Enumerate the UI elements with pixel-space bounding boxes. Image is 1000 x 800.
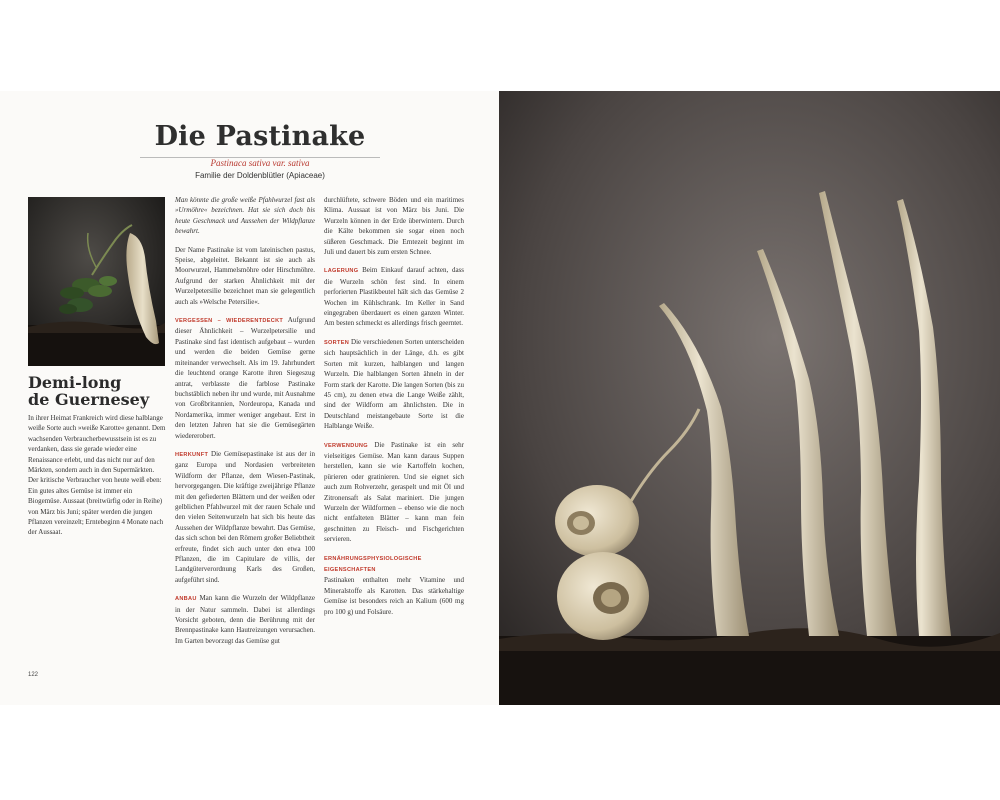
variety-description: In ihrer Heimat Frankreich wird diese halblange weiße Sorte auch »weiße Karotte« genannt. Dem wachsenden Verbraucherbewusstsein ist es zu verdanken, dass sie gerade wieder eine Renaissance erlebt, und das nicht nur auf den Märkten, sondern auch in den Supermärkten. Der kritische Verbraucher von heute weiß eben: Ein gutes altes Gemüse ist immer ein Biogemüse. Aussaat (breitwürfig oder in Reihe) von März bis Juni; später werden die jungen Pflanzen vereinzelt; Erntebeginn 4 Monate nach der Aussaat. — [28, 414, 166, 537]
section-storage — [324, 265, 464, 328]
section-label: LAGERUNG — [324, 268, 359, 275]
section-text: Die Pastinake ist ein sehr vielseitiges Gemüse. Man kann daraus Suppen herstellen, kann sie wie Kartoffeln kochen, pürieren oder gratinieren. Und sie eignet sich auch zum Rohverzehr, geraspelt und mit Öl und Zitronensaft als Salat mariniert. Die jungen Wurzeln der Wildformen – ebenso wie die noch nicht entfalteten Blätter – kann man fein geschnitten zu Fleisch- und Fischgerichten servieren. — [324, 440, 465, 544]
section-forgotten — [175, 315, 315, 441]
section-label: ANBAU — [175, 596, 197, 603]
section-text: Man kann die Wurzeln der Wildpflanze in der Natur sammeln. Dabei ist allerdings Vorsicht geboten, denn die Berührung mit der Brennpastinake kann Hautreizungen verursachen. Im Garten bevorzugt das Gemüse gut — [175, 594, 315, 645]
section-label: HERKUNFT — [175, 451, 209, 458]
variety-title-line1: Demi-long — [28, 373, 122, 392]
variety-title-line2: de Guernesey — [28, 390, 150, 409]
name-paragraph: Der Name Pastinake ist vom lateinischen pastus, Speise, abgeleitet. Bekannt ist sie auch als Moorwurzel, Hammelsmöhre oder Hirschmöhre. Aufgrund der starken Ähnlichkeit mit der Wurzelpetersilie bezeichnet man sie gelegentlich auch als »Welsche Petersilie«. — [175, 245, 315, 306]
text-column-1 — [175, 195, 315, 654]
section-text: Beim Einkauf darauf achten, dass die Wurzeln schön fest sind. In einem perforierten Plastikbeutel hält sich das Gemüse 2 Wochen im Kühlschrank. Im Keller in Sand eingegraben überdauert es einen ganzen Winter. Am besten schmeckt es allerdings frisch geerntet. — [324, 266, 465, 328]
text-column-2 — [324, 195, 464, 625]
plant-family: Familie der Doldenblütler (Apiaceae) — [195, 171, 325, 180]
section-label: VERWENDUNG — [324, 442, 368, 449]
section-usage — [324, 440, 464, 545]
page-number: 122 — [28, 672, 39, 678]
continued-paragraph: durchlüftete, schwere Böden und ein maritimes Klima. Aussaat ist von März bis Juni. Die Wurzeln können in der Erde überwintern. Durch die Kälte bekommen sie sogar einen noch süßeren Geschmack. Die Erntezeit beginnt im Juli und dauert bis zum ersten Schnee. — [324, 196, 464, 257]
section-text: Die verschiedenen Sorten unterscheiden sich hauptsächlich in der Länge, d.h. es gibt Sorten mit kurzen, halblangen und langen Wurzeln. Die halblangen Sorten ähneln in der Form stark der Karotte. Die langen Sorten (bis zu 45 cm), zu denen etwa die Lange Weiße zählt, sind der Wildform am ähnlichsten. Die in Deutschland meistangebaute Sorte ist die Halblange Weiße. — [324, 337, 465, 431]
section-varieties — [324, 337, 464, 432]
book-spread — [0, 91, 1000, 705]
parsnip-photo — [499, 91, 1000, 705]
left-page — [0, 91, 499, 705]
section-origin — [175, 449, 315, 585]
section-text: Aufgrund dieser Ähnlichkeit – Wurzelpetersilie und Pastinake sind fast identisch aufgebaut – wurden und werden die beiden Gemüse gerne miteinander verwechselt. Als im 19. Jahrhundert die leuchtend orange Karotte ihren Siegeszug antrat, verblasste die farblose Pastinake buchstäblich neben ihr und wurde, mit Ausnahme von Großbritannien, Nordeuropa, Kanada und Nordamerika, immer weniger angebaut. Erst in den letzten Jahren hat sie die Gemüsegärten wiedererobert. — [175, 316, 315, 440]
section-nutrition — [324, 553, 464, 617]
section-text: Pastinaken enthalten mehr Vitamine und Mineralstoffe als Karotten. Das stärkehaltige Gemüse ist besonders reich an Kalium (600 mg pro 100 g) und Folsäure. — [324, 576, 464, 616]
variety-photo — [28, 197, 165, 366]
page-title: Die Pastinake — [154, 121, 366, 152]
section-label: VERGESSEN – WIEDERENTDECKT — [175, 318, 284, 325]
intro-paragraph: Man könnte die große weiße Pfahlwurzel fast als »Urmöhre« bezeichnen. Hat sie sich doch bis heute Geschmack und Aussehen der Wildpflanze bewahrt. — [175, 196, 315, 236]
section-label: ERNÄHRUNGSPHYSIOLOGISCHE EIGENSCHAFTEN — [324, 555, 422, 573]
section-cultivation — [175, 593, 315, 646]
variety-title — [28, 374, 168, 408]
section-label: SORTEN — [324, 339, 350, 346]
latin-name: Pastinaca sativa var. sativa — [210, 158, 310, 168]
section-text: Die Gemüsepastinake ist aus der in ganz Europa und Nordasien verbreiteten Wildform der Pflanze, dem Wiesen-Pastinak, hervorgegangen. Die kräftige zweijährige Pflanze mit den gefiederten Blättern und der weißen oder gelblichen Pfahlwurzel mit der rauen Schale und den vielen Seitenwurzeln hat sich bis heute das Aussehen der Wildpflanze bewahrt. Das Gemüse, das sich schon bei den Römern großer Beliebtheit erfreute, findet sich auch unter den etwa 100 Pflanzen, die im Capitulare de villis, der Landgüterverordnung Karls des Großen, aufgeführt sind. — [175, 449, 316, 584]
